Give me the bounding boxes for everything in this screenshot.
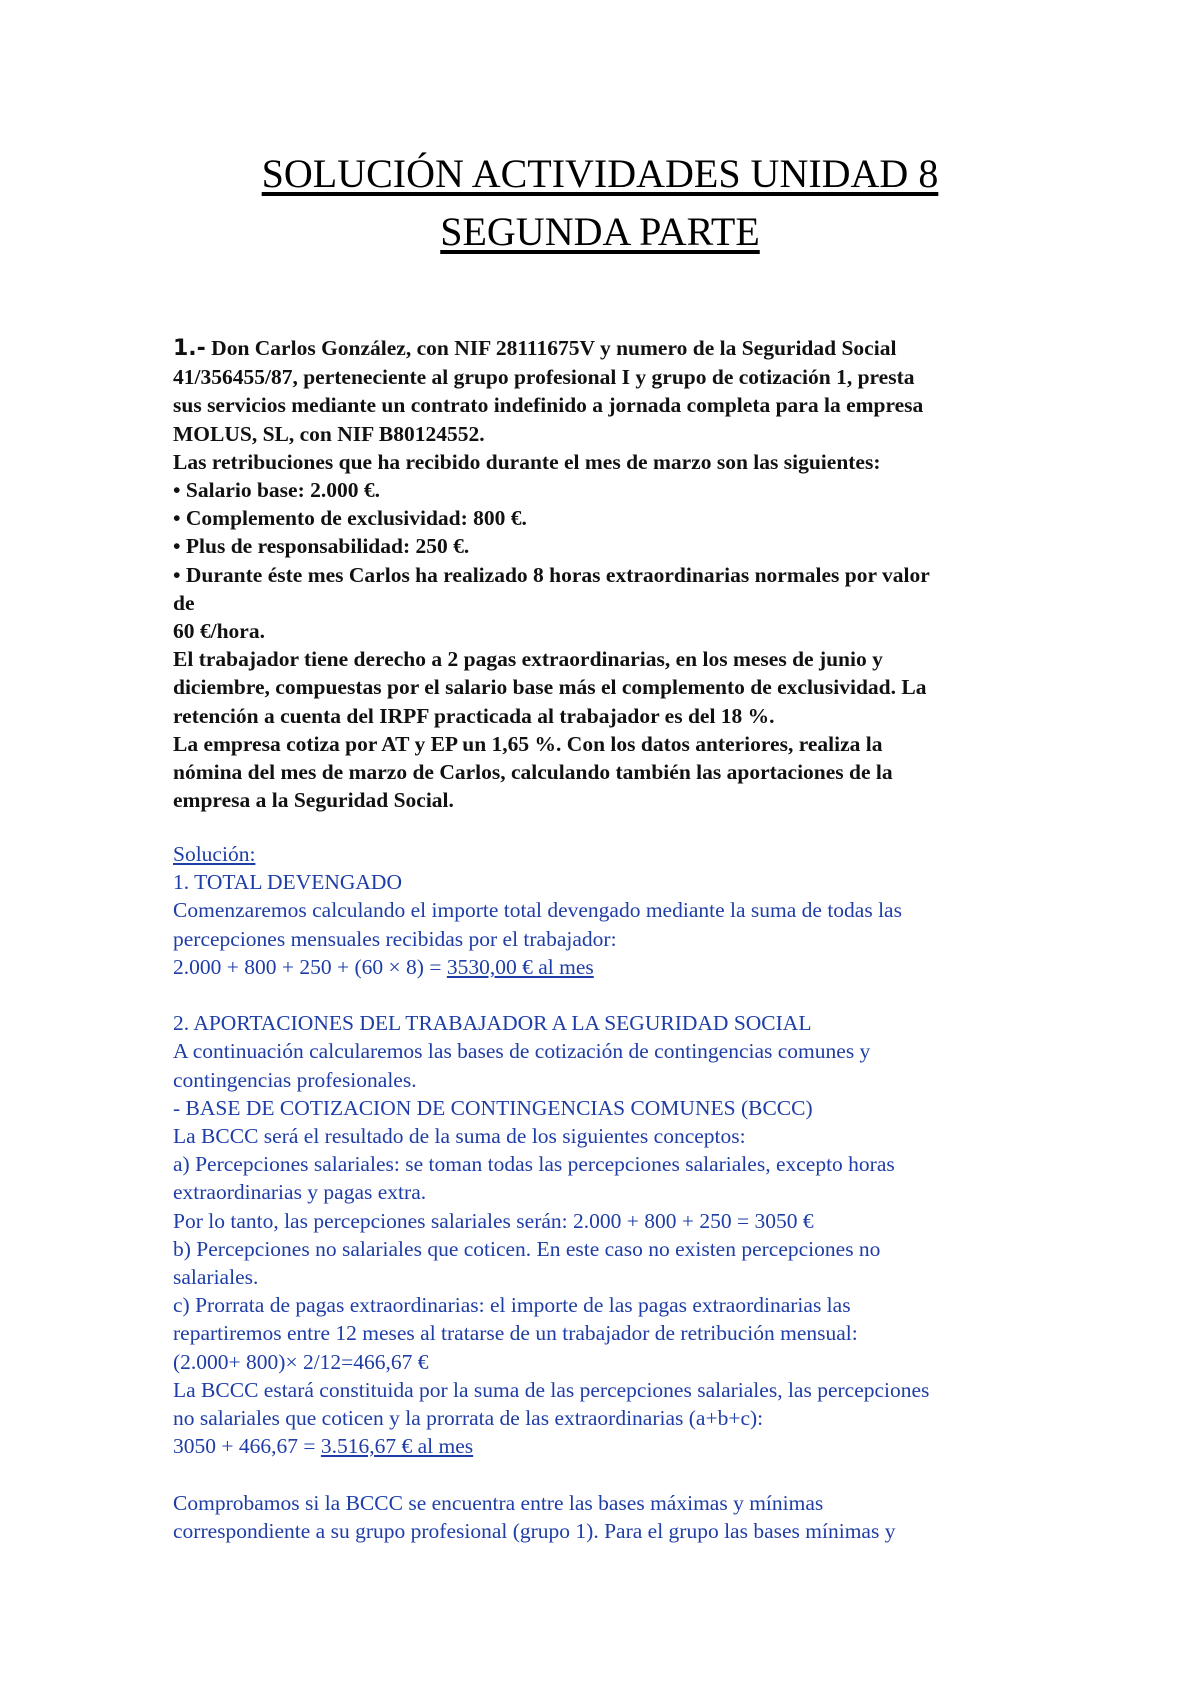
- section-title: 1. TOTAL DEVENGADO: [173, 870, 402, 895]
- problem-line: nómina del mes de marzo de Carlos, calculando también las aportaciones de la: [173, 760, 893, 785]
- solution-line: La BCCC será el resultado de la suma de los siguientes conceptos:: [173, 1124, 746, 1149]
- solution-line: percepciones mensuales recibidas por el trabajador:: [173, 926, 617, 951]
- problem-line: de: [173, 590, 195, 615]
- solution-line: salariales.: [173, 1265, 259, 1290]
- solution-line: contingencias profesionales.: [173, 1067, 417, 1092]
- problem-line: La empresa cotiza por AT y EP un 1,65 %. Con los datos anteriores, realiza la: [173, 731, 883, 756]
- problem-statement: [173, 334, 1053, 814]
- bullet-item: • Complemento de exclusividad: 800 €.: [173, 506, 527, 531]
- total-devengado-result: 3530,00 € al mes: [446, 954, 594, 979]
- problem-line: 1.- Don Carlos González, con NIF 28111675V y numero de la Seguridad Social: [173, 336, 897, 361]
- title-line-2: SEGUNDA PARTE: [440, 209, 760, 254]
- section-title: 2. APORTACIONES DEL TRABAJADOR A LA SEGURIDAD SOCIAL: [173, 1011, 812, 1036]
- solution-line: A continuación calcularemos las bases de cotización de contingencias comunes y: [173, 1039, 871, 1064]
- solution-line: b) Percepciones no salariales que coticen. En este caso no existen percepciones no: [173, 1236, 881, 1261]
- solution-line: no salariales que coticen y la prorrata de las extraordinarias (a+b+c):: [173, 1406, 764, 1431]
- bccc-result: 3.516,67 € al mes: [320, 1434, 474, 1459]
- formula-line: 3050 + 466,67 = 3.516,67 € al mes: [173, 1434, 474, 1459]
- problem-line: empresa a la Seguridad Social.: [173, 788, 454, 813]
- solution-line: Por lo tanto, las percepciones salariales serán: 2.000 + 800 + 250 = 3050 €: [173, 1208, 814, 1233]
- document-title: [0, 145, 1200, 261]
- solution-line: c) Prorrata de pagas extraordinarias: el importe de las pagas extraordinarias las: [173, 1293, 851, 1318]
- problem-line: sus servicios mediante un contrato indefinido a jornada completa para la empresa: [173, 393, 924, 418]
- solution-line: correspondiente a su grupo profesional (grupo 1). Para el grupo las bases mínimas y: [173, 1518, 896, 1543]
- problem-line: El trabajador tiene derecho a 2 pagas extraordinarias, en los meses de junio y: [173, 647, 883, 672]
- title-line-1: SOLUCIÓN ACTIVIDADES UNIDAD 8: [261, 151, 939, 196]
- solution-line: Comprobamos si la BCCC se encuentra entre las bases máximas y mínimas: [173, 1490, 824, 1515]
- subsection-title: - BASE DE COTIZACION DE CONTINGENCIAS COMUNES (BCCC): [173, 1095, 813, 1120]
- formula-line: 2.000 + 800 + 250 + (60 × 8) = 3530,00 € al mes: [173, 954, 594, 979]
- bullet-item: • Salario base: 2.000 €.: [173, 478, 381, 503]
- problem-line: retención a cuenta del IRPF practicada al trabajador es del 18 %.: [173, 703, 775, 728]
- problem-line: 60 €/hora.: [173, 619, 265, 644]
- problem-line: 41/356455/87, perteneciente al grupo profesional I y grupo de cotización 1, presta: [173, 365, 915, 390]
- solution-line: extraordinarias y pagas extra.: [173, 1180, 427, 1205]
- solution-section: [173, 840, 1053, 1545]
- problem-line: MOLUS, SL, con NIF B80124552.: [173, 421, 485, 446]
- formula-line: (2.000+ 800)× 2/12=466,67 €: [173, 1349, 429, 1374]
- solution-line: La BCCC estará constituida por la suma de las percepciones salariales, las percepciones: [173, 1377, 930, 1402]
- solution-heading: Solución:: [173, 842, 256, 866]
- problem-number: 1.-: [173, 336, 206, 361]
- problem-line: Las retribuciones que ha recibido durante el mes de marzo son las siguientes:: [173, 449, 881, 474]
- bullet-item: • Plus de responsabilidad: 250 €.: [173, 534, 470, 559]
- solution-line: a) Percepciones salariales: se toman todas las percepciones salariales, excepto horas: [173, 1152, 895, 1177]
- problem-line: diciembre, compuestas por el salario base más el complemento de exclusividad. La: [173, 675, 927, 700]
- solution-line: Comenzaremos calculando el importe total devengado mediante la suma de todas las: [173, 898, 902, 923]
- bullet-item: • Durante éste mes Carlos ha realizado 8 horas extraordinarias normales por valor: [173, 562, 930, 587]
- solution-line: repartiremos entre 12 meses al tratarse de un trabajador de retribución mensual:: [173, 1321, 858, 1346]
